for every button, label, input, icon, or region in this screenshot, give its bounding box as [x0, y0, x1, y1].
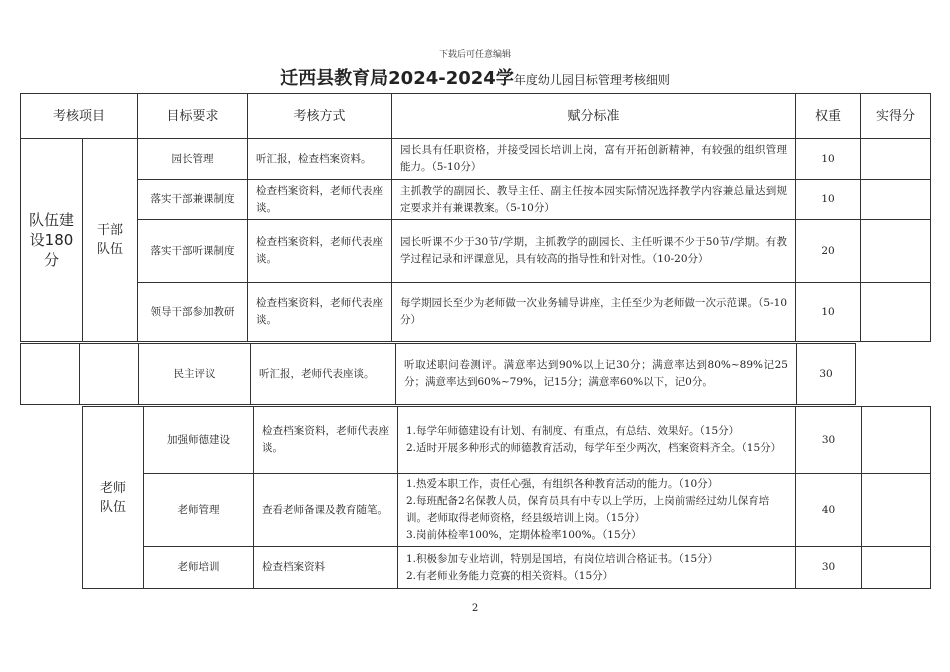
- header-score: 实得分: [861, 94, 931, 139]
- standard-text: 园长具有任职资格，并接受园长培训上岗，富有开拓创新精神，有较强的组织管理能力。（5-10分）: [400, 144, 787, 173]
- standard-line: 2.适时开展多种形式的师德教育活动，每学年至少两次，档案资料齐全。（15分）: [406, 442, 782, 454]
- subcategory-cadre-label: 干部队伍: [96, 223, 123, 257]
- standard-cell: [392, 220, 796, 283]
- header-method: 考核方式: [248, 94, 392, 139]
- method-cell: [251, 344, 396, 405]
- weight-cell: 30: [796, 407, 862, 474]
- standard-cell: [392, 139, 796, 180]
- target-cell: 老师管理: [144, 474, 254, 547]
- weight-cell: 20: [796, 220, 861, 283]
- method-text: 检查档案资料，老师代表座谈。: [256, 236, 383, 265]
- subcategory-cadre: [83, 139, 138, 342]
- target-cell: 老师培训: [144, 547, 254, 589]
- method-text: 查看老师备课及教育随笔。: [262, 503, 388, 516]
- standard-line: 3.岗前体检率100%，定期体检率100%。（15分）: [406, 529, 642, 541]
- table-block-b: [20, 343, 856, 405]
- category-team-building-label: 队伍建设180分: [28, 211, 74, 269]
- standard-cell: [392, 180, 796, 220]
- score-cell[interactable]: [862, 407, 931, 474]
- standard-cell: [398, 474, 796, 547]
- table-block-a: [20, 93, 931, 342]
- weight-cell: 10: [796, 283, 861, 342]
- method-cell: [248, 283, 392, 342]
- standard-text: 每学期园长至少为老师做一次业务辅导讲座，主任至少为老师做一次示范课。（5-10分）: [400, 297, 787, 326]
- method-text: 听汇报，老师代表座谈。: [259, 367, 375, 380]
- weight-cell: 30: [797, 344, 856, 405]
- method-text: 听汇报，检查档案资料。: [256, 152, 372, 165]
- target-cell: 落实干部兼课制度: [138, 180, 248, 220]
- page-number: 2: [471, 603, 479, 614]
- table-block-c: [82, 406, 931, 589]
- score-cell[interactable]: [861, 220, 931, 283]
- score-cell[interactable]: [861, 139, 931, 180]
- subcategory-teacher-label: 老师队伍: [99, 480, 126, 515]
- standard-line: 1.积极参加专业培训，特别是国培，有岗位培训合格证书。（15分）: [406, 552, 719, 565]
- method-text: 检查档案资料，老师代表座谈。: [262, 425, 389, 454]
- method-text: 检查档案资料: [262, 561, 325, 573]
- header-target: 目标要求: [138, 94, 248, 139]
- standard-text: 听取述职问卷测评。满意率达到90%以上记30分；满意率达到80%~89%记25分；满意率达到60%~79%，记15分；满意率60%以下，记0分。: [404, 359, 788, 388]
- method-text: 检查档案资料，老师代表座谈。: [256, 184, 383, 214]
- title-bold: 迁西县教育局2024-2024学: [280, 68, 514, 89]
- score-cell[interactable]: [861, 283, 931, 342]
- target-cell: 民主评议: [139, 344, 251, 405]
- weight-cell: 40: [796, 474, 862, 547]
- empty-cell: [21, 344, 80, 405]
- method-text: 检查档案资料，老师代表座谈。: [256, 297, 383, 326]
- standard-cell: [392, 283, 796, 342]
- weight-cell: 10: [796, 139, 861, 180]
- weight-cell: 30: [796, 547, 862, 589]
- standard-line: 2.有老师业务能力竞赛的相关资料。（15分）: [406, 569, 614, 582]
- method-cell: [248, 180, 392, 220]
- header-standard: 赋分标准: [392, 94, 796, 139]
- standard-line: 1.热爱本职工作，责任心强，有组织各种教育活动的能力。（10分）: [406, 478, 719, 490]
- method-cell: [254, 407, 398, 474]
- standard-text: 园长听课不少于30节/学期，主抓教学的副园长、主任听课不少于50节/学期。有教学过程记录和评课意见，具有较高的指导性和针对性。（10-20分）: [400, 236, 787, 265]
- method-cell: [254, 547, 398, 589]
- target-cell: 加强师德建设: [144, 407, 254, 474]
- target-cell: 领导干部参加教研: [138, 283, 248, 342]
- header-assessment-item: 考核项目: [21, 94, 138, 139]
- weight-cell: 10: [796, 180, 861, 220]
- standard-cell: [398, 407, 796, 474]
- method-cell: [248, 220, 392, 283]
- category-team-building: [21, 139, 83, 342]
- standard-text: 主抓教学的副园长、教导主任、副主任按本园实际情况选择教学内容兼总量达到规定要求并有兼课教案。（5-10分）: [400, 184, 787, 214]
- title-normal: 年度幼儿园目标管理考核细则: [513, 73, 670, 87]
- standard-line: 2.每班配备2名保教人员，保育员具有中专以上学历，上岗前需经过幼儿保育培训。老师取得老师资格，经县级培训上岗。（15分）: [406, 495, 770, 524]
- target-cell: 园长管理: [138, 139, 248, 180]
- subcategory-teacher: [83, 407, 144, 589]
- empty-cell: [80, 344, 139, 405]
- header-weight: 权重: [796, 94, 861, 139]
- score-cell[interactable]: [862, 474, 931, 547]
- target-cell: 落实干部听课制度: [138, 220, 248, 283]
- standard-cell: [398, 547, 796, 589]
- method-cell: [254, 474, 398, 547]
- score-cell[interactable]: [862, 547, 931, 589]
- standard-line: 1.每学年师德建设有计划、有制度、有重点，有总结、效果好。（15分）: [406, 425, 740, 437]
- standard-cell: [396, 344, 797, 405]
- page-title: [0, 64, 950, 90]
- score-cell[interactable]: [861, 180, 931, 220]
- header-note: 下载后可任意编辑: [438, 50, 511, 60]
- method-cell: [248, 139, 392, 180]
